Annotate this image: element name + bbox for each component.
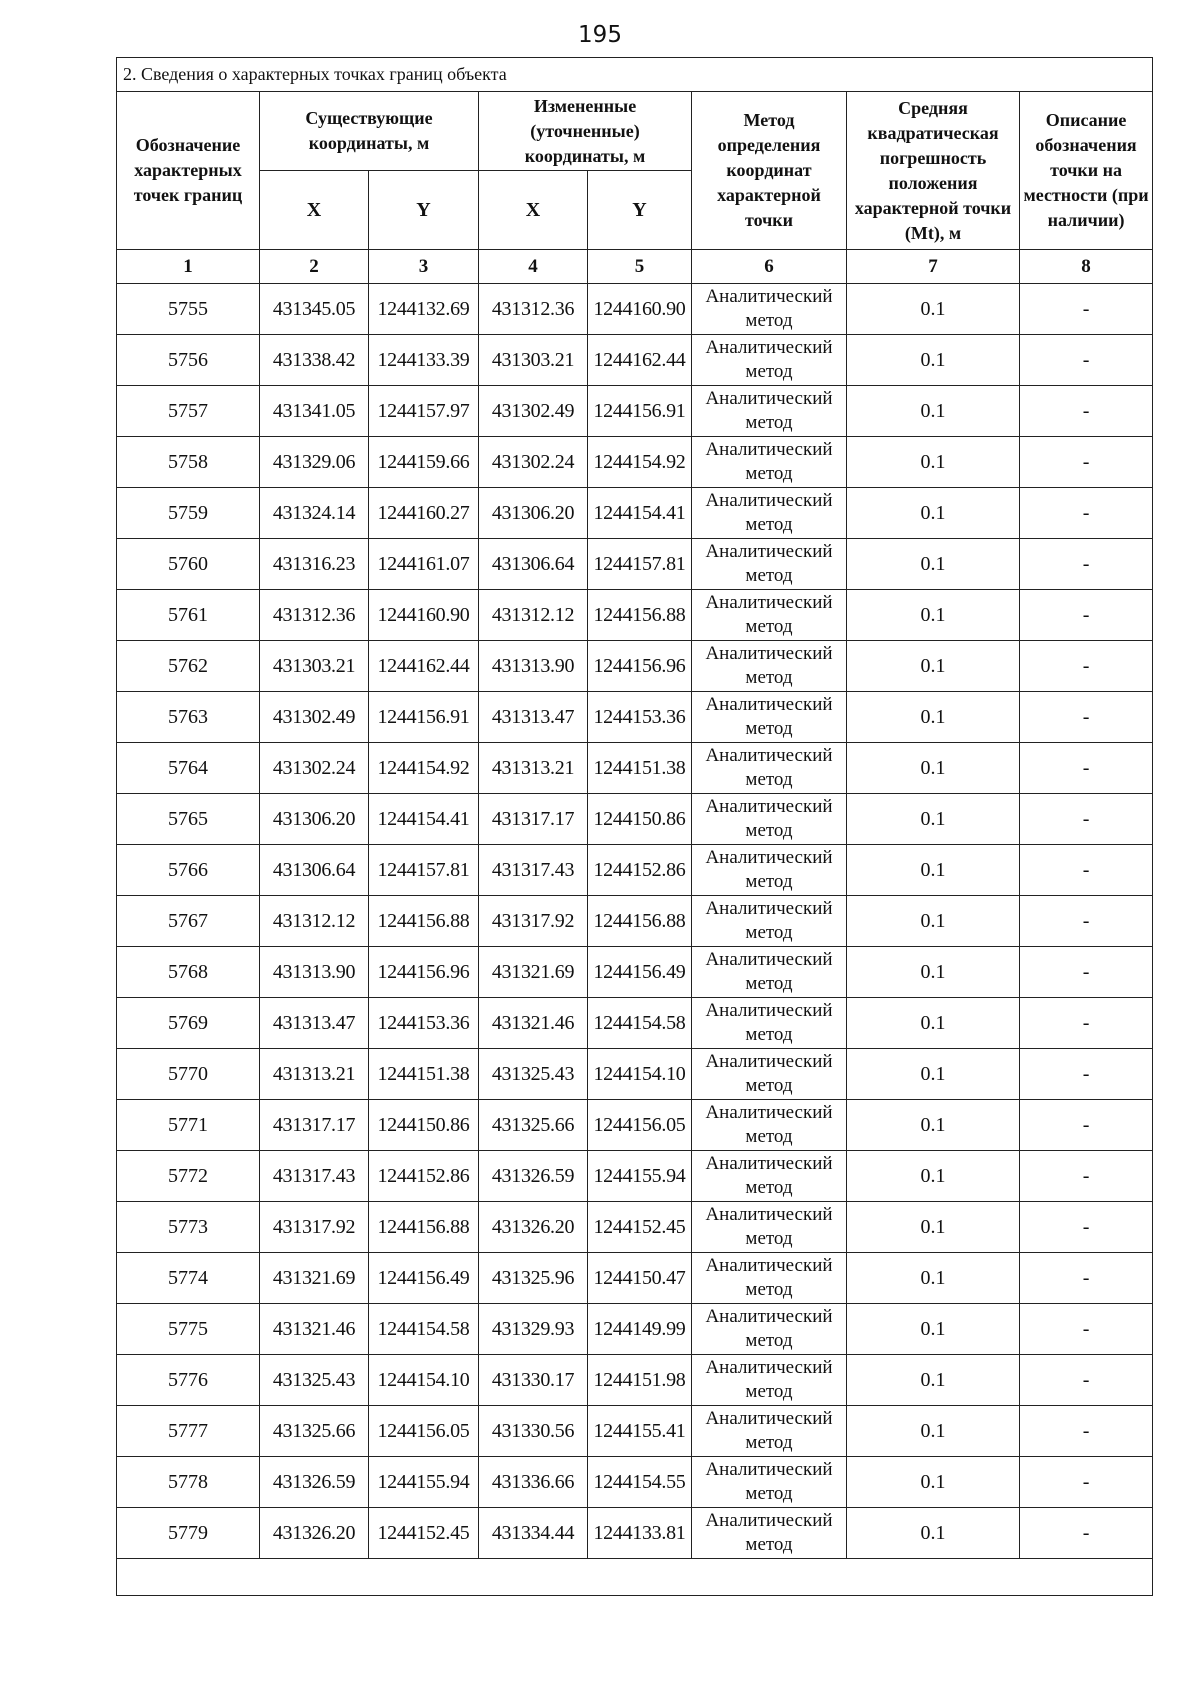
method-cell: Аналитический метод xyxy=(692,743,847,794)
error-cell: 0.1 xyxy=(847,590,1020,641)
changed-y-cell: 1244154.41 xyxy=(588,488,692,539)
existing-x-cell: 431302.24 xyxy=(260,743,369,794)
changed-x-cell: 431325.43 xyxy=(479,1049,588,1100)
method-cell: Аналитический метод xyxy=(692,1151,847,1202)
method-cell: Аналитический метод xyxy=(692,896,847,947)
error-cell: 0.1 xyxy=(847,1202,1020,1253)
point-cell: 5763 xyxy=(117,692,260,743)
point-cell: 5765 xyxy=(117,794,260,845)
description-cell: - xyxy=(1020,1304,1153,1355)
changed-x-cell: 431325.66 xyxy=(479,1100,588,1151)
point-cell: 5770 xyxy=(117,1049,260,1100)
changed-x-cell: 431306.20 xyxy=(479,488,588,539)
method-cell: Аналитический метод xyxy=(692,335,847,386)
table-row xyxy=(117,488,1153,539)
existing-y-cell: 1244156.49 xyxy=(369,1253,479,1304)
description-cell: - xyxy=(1020,794,1153,845)
changed-y-cell: 1244153.36 xyxy=(588,692,692,743)
changed-x-cell: 431330.56 xyxy=(479,1406,588,1457)
changed-y-cell: 1244152.86 xyxy=(588,845,692,896)
description-cell: - xyxy=(1020,845,1153,896)
method-cell: Аналитический метод xyxy=(692,1457,847,1508)
existing-x-cell: 431345.05 xyxy=(260,284,369,335)
existing-x-cell: 431312.12 xyxy=(260,896,369,947)
existing-y-cell: 1244160.90 xyxy=(369,590,479,641)
header-existing-x: X xyxy=(260,171,369,250)
method-cell: Аналитический метод xyxy=(692,488,847,539)
table-row xyxy=(117,437,1153,488)
changed-x-cell: 431303.21 xyxy=(479,335,588,386)
table-row xyxy=(117,590,1153,641)
description-cell: - xyxy=(1020,998,1153,1049)
changed-y-cell: 1244155.94 xyxy=(588,1151,692,1202)
point-cell: 5778 xyxy=(117,1457,260,1508)
error-cell: 0.1 xyxy=(847,794,1020,845)
column-number: 7 xyxy=(847,250,1020,284)
existing-y-cell: 1244156.05 xyxy=(369,1406,479,1457)
changed-x-cell: 431336.66 xyxy=(479,1457,588,1508)
point-cell: 5759 xyxy=(117,488,260,539)
method-cell: Аналитический метод xyxy=(692,1304,847,1355)
table-row xyxy=(117,1508,1153,1559)
method-cell: Аналитический метод xyxy=(692,1202,847,1253)
existing-y-cell: 1244156.96 xyxy=(369,947,479,998)
error-cell: 0.1 xyxy=(847,335,1020,386)
header-existing-y: Y xyxy=(369,171,479,250)
column-number: 1 xyxy=(117,250,260,284)
error-cell: 0.1 xyxy=(847,998,1020,1049)
error-cell: 0.1 xyxy=(847,386,1020,437)
description-cell: - xyxy=(1020,1253,1153,1304)
point-cell: 5764 xyxy=(117,743,260,794)
error-cell: 0.1 xyxy=(847,1049,1020,1100)
method-cell: Аналитический метод xyxy=(692,539,847,590)
description-cell: - xyxy=(1020,1508,1153,1559)
changed-x-cell: 431313.47 xyxy=(479,692,588,743)
changed-y-cell: 1244154.58 xyxy=(588,998,692,1049)
point-cell: 5768 xyxy=(117,947,260,998)
description-cell: - xyxy=(1020,539,1153,590)
existing-y-cell: 1244162.44 xyxy=(369,641,479,692)
existing-x-cell: 431341.05 xyxy=(260,386,369,437)
header-description: Описание обозначения точки на местности (при наличии) xyxy=(1020,92,1153,250)
column-number: 8 xyxy=(1020,250,1153,284)
table-row xyxy=(117,896,1153,947)
changed-y-cell: 1244156.88 xyxy=(588,896,692,947)
description-cell: - xyxy=(1020,1457,1153,1508)
column-number: 4 xyxy=(479,250,588,284)
existing-y-cell: 1244153.36 xyxy=(369,998,479,1049)
point-cell: 5760 xyxy=(117,539,260,590)
table-row xyxy=(117,845,1153,896)
point-cell: 5766 xyxy=(117,845,260,896)
changed-y-cell: 1244162.44 xyxy=(588,335,692,386)
changed-x-cell: 431321.69 xyxy=(479,947,588,998)
header-changed-y: Y xyxy=(588,171,692,250)
existing-x-cell: 431313.47 xyxy=(260,998,369,1049)
error-cell: 0.1 xyxy=(847,437,1020,488)
column-number: 2 xyxy=(260,250,369,284)
method-cell: Аналитический метод xyxy=(692,284,847,335)
point-cell: 5776 xyxy=(117,1355,260,1406)
point-cell: 5769 xyxy=(117,998,260,1049)
description-cell: - xyxy=(1020,386,1153,437)
existing-y-cell: 1244157.81 xyxy=(369,845,479,896)
changed-x-cell: 431321.46 xyxy=(479,998,588,1049)
existing-x-cell: 431316.23 xyxy=(260,539,369,590)
point-cell: 5772 xyxy=(117,1151,260,1202)
description-cell: - xyxy=(1020,335,1153,386)
error-cell: 0.1 xyxy=(847,896,1020,947)
description-cell: - xyxy=(1020,1202,1153,1253)
method-cell: Аналитический метод xyxy=(692,386,847,437)
existing-y-cell: 1244161.07 xyxy=(369,539,479,590)
point-cell: 5761 xyxy=(117,590,260,641)
existing-x-cell: 431321.69 xyxy=(260,1253,369,1304)
error-cell: 0.1 xyxy=(847,743,1020,794)
existing-x-cell: 431338.42 xyxy=(260,335,369,386)
existing-y-cell: 1244152.45 xyxy=(369,1508,479,1559)
existing-y-cell: 1244160.27 xyxy=(369,488,479,539)
method-cell: Аналитический метод xyxy=(692,1355,847,1406)
changed-y-cell: 1244154.55 xyxy=(588,1457,692,1508)
method-cell: Аналитический метод xyxy=(692,1049,847,1100)
changed-x-cell: 431334.44 xyxy=(479,1508,588,1559)
changed-x-cell: 431302.49 xyxy=(479,386,588,437)
changed-y-cell: 1244152.45 xyxy=(588,1202,692,1253)
existing-x-cell: 431303.21 xyxy=(260,641,369,692)
description-cell: - xyxy=(1020,1355,1153,1406)
changed-y-cell: 1244154.92 xyxy=(588,437,692,488)
description-cell: - xyxy=(1020,1406,1153,1457)
method-cell: Аналитический метод xyxy=(692,692,847,743)
point-cell: 5773 xyxy=(117,1202,260,1253)
error-cell: 0.1 xyxy=(847,641,1020,692)
method-cell: Аналитический метод xyxy=(692,1508,847,1559)
existing-x-cell: 431313.21 xyxy=(260,1049,369,1100)
table-header xyxy=(117,58,1153,284)
header-existing-coords: Существующие координаты, м xyxy=(260,92,479,171)
changed-y-cell: 1244151.98 xyxy=(588,1355,692,1406)
existing-x-cell: 431321.46 xyxy=(260,1304,369,1355)
table-row xyxy=(117,1406,1153,1457)
table-row xyxy=(117,641,1153,692)
column-number: 6 xyxy=(692,250,847,284)
method-cell: Аналитический метод xyxy=(692,641,847,692)
method-cell: Аналитический метод xyxy=(692,845,847,896)
header-changed-coords: Измененные (уточненные) координаты, м xyxy=(479,92,692,171)
existing-y-cell: 1244154.41 xyxy=(369,794,479,845)
table-row xyxy=(117,1202,1153,1253)
method-cell: Аналитический метод xyxy=(692,998,847,1049)
existing-x-cell: 431324.14 xyxy=(260,488,369,539)
description-cell: - xyxy=(1020,284,1153,335)
method-cell: Аналитический метод xyxy=(692,947,847,998)
error-cell: 0.1 xyxy=(847,1253,1020,1304)
description-cell: - xyxy=(1020,590,1153,641)
existing-y-cell: 1244152.86 xyxy=(369,1151,479,1202)
error-cell: 0.1 xyxy=(847,1406,1020,1457)
changed-y-cell: 1244155.41 xyxy=(588,1406,692,1457)
error-cell: 0.1 xyxy=(847,1151,1020,1202)
changed-y-cell: 1244156.91 xyxy=(588,386,692,437)
changed-x-cell: 431313.90 xyxy=(479,641,588,692)
existing-y-cell: 1244154.92 xyxy=(369,743,479,794)
existing-x-cell: 431312.36 xyxy=(260,590,369,641)
changed-y-cell: 1244133.81 xyxy=(588,1508,692,1559)
error-cell: 0.1 xyxy=(847,284,1020,335)
changed-x-cell: 431302.24 xyxy=(479,437,588,488)
existing-y-cell: 1244156.91 xyxy=(369,692,479,743)
description-cell: - xyxy=(1020,1049,1153,1100)
table-row xyxy=(117,794,1153,845)
table-row xyxy=(117,284,1153,335)
changed-y-cell: 1244160.90 xyxy=(588,284,692,335)
error-cell: 0.1 xyxy=(847,539,1020,590)
changed-y-cell: 1244157.81 xyxy=(588,539,692,590)
changed-x-cell: 431325.96 xyxy=(479,1253,588,1304)
existing-x-cell: 431317.92 xyxy=(260,1202,369,1253)
existing-x-cell: 431302.49 xyxy=(260,692,369,743)
error-cell: 0.1 xyxy=(847,488,1020,539)
table-row xyxy=(117,1304,1153,1355)
changed-y-cell: 1244151.38 xyxy=(588,743,692,794)
existing-x-cell: 431325.43 xyxy=(260,1355,369,1406)
table-row xyxy=(117,1151,1153,1202)
changed-x-cell: 431317.43 xyxy=(479,845,588,896)
existing-y-cell: 1244156.88 xyxy=(369,1202,479,1253)
description-cell: - xyxy=(1020,947,1153,998)
error-cell: 0.1 xyxy=(847,1304,1020,1355)
error-cell: 0.1 xyxy=(847,1508,1020,1559)
header-point: Обозначение характерных точек границ xyxy=(117,92,260,250)
error-cell: 0.1 xyxy=(847,845,1020,896)
existing-y-cell: 1244132.69 xyxy=(369,284,479,335)
changed-x-cell: 431313.21 xyxy=(479,743,588,794)
point-cell: 5758 xyxy=(117,437,260,488)
header-changed-x: X xyxy=(479,171,588,250)
error-cell: 0.1 xyxy=(847,1355,1020,1406)
existing-x-cell: 431306.64 xyxy=(260,845,369,896)
error-cell: 0.1 xyxy=(847,1100,1020,1151)
table-row xyxy=(117,998,1153,1049)
method-cell: Аналитический метод xyxy=(692,1100,847,1151)
table-row xyxy=(117,743,1153,794)
changed-x-cell: 431317.92 xyxy=(479,896,588,947)
existing-y-cell: 1244154.10 xyxy=(369,1355,479,1406)
table-row xyxy=(117,1355,1153,1406)
changed-x-cell: 431326.59 xyxy=(479,1151,588,1202)
existing-y-cell: 1244154.58 xyxy=(369,1304,479,1355)
boundary-points-table xyxy=(116,57,1153,1596)
description-cell: - xyxy=(1020,743,1153,794)
table-row xyxy=(117,1049,1153,1100)
description-cell: - xyxy=(1020,641,1153,692)
changed-y-cell: 1244156.49 xyxy=(588,947,692,998)
point-cell: 5762 xyxy=(117,641,260,692)
existing-y-cell: 1244151.38 xyxy=(369,1049,479,1100)
method-cell: Аналитический метод xyxy=(692,590,847,641)
table-row xyxy=(117,1253,1153,1304)
error-cell: 0.1 xyxy=(847,692,1020,743)
table-row xyxy=(117,335,1153,386)
existing-x-cell: 431306.20 xyxy=(260,794,369,845)
description-cell: - xyxy=(1020,1151,1153,1202)
description-cell: - xyxy=(1020,437,1153,488)
column-number: 3 xyxy=(369,250,479,284)
changed-x-cell: 431312.36 xyxy=(479,284,588,335)
point-cell: 5771 xyxy=(117,1100,260,1151)
existing-x-cell: 431326.59 xyxy=(260,1457,369,1508)
existing-y-cell: 1244155.94 xyxy=(369,1457,479,1508)
existing-y-cell: 1244150.86 xyxy=(369,1100,479,1151)
changed-x-cell: 431312.12 xyxy=(479,590,588,641)
point-cell: 5755 xyxy=(117,284,260,335)
changed-x-cell: 431317.17 xyxy=(479,794,588,845)
column-number: 5 xyxy=(588,250,692,284)
empty-footer-cell xyxy=(117,1559,1153,1596)
section-title: 2. Сведения о характерных точках границ объекта xyxy=(117,58,1153,92)
method-cell: Аналитический метод xyxy=(692,1253,847,1304)
changed-x-cell: 431306.64 xyxy=(479,539,588,590)
point-cell: 5775 xyxy=(117,1304,260,1355)
changed-y-cell: 1244154.10 xyxy=(588,1049,692,1100)
existing-y-cell: 1244157.97 xyxy=(369,386,479,437)
changed-y-cell: 1244156.96 xyxy=(588,641,692,692)
existing-x-cell: 431313.90 xyxy=(260,947,369,998)
point-cell: 5756 xyxy=(117,335,260,386)
error-cell: 0.1 xyxy=(847,947,1020,998)
existing-y-cell: 1244156.88 xyxy=(369,896,479,947)
table-row xyxy=(117,692,1153,743)
table-row xyxy=(117,386,1153,437)
existing-y-cell: 1244159.66 xyxy=(369,437,479,488)
point-cell: 5767 xyxy=(117,896,260,947)
method-cell: Аналитический метод xyxy=(692,794,847,845)
changed-y-cell: 1244156.88 xyxy=(588,590,692,641)
table-row xyxy=(117,1100,1153,1151)
description-cell: - xyxy=(1020,692,1153,743)
changed-x-cell: 431329.93 xyxy=(479,1304,588,1355)
existing-x-cell: 431317.43 xyxy=(260,1151,369,1202)
method-cell: Аналитический метод xyxy=(692,1406,847,1457)
point-cell: 5777 xyxy=(117,1406,260,1457)
table-row xyxy=(117,947,1153,998)
table-body xyxy=(117,284,1153,1559)
table-row xyxy=(117,539,1153,590)
header-method: Метод определения координат характерной точки xyxy=(692,92,847,250)
existing-x-cell: 431317.17 xyxy=(260,1100,369,1151)
page-number: 195 xyxy=(578,22,622,48)
changed-y-cell: 1244150.86 xyxy=(588,794,692,845)
changed-x-cell: 431326.20 xyxy=(479,1202,588,1253)
changed-y-cell: 1244156.05 xyxy=(588,1100,692,1151)
header-error: Средняя квадратическая погрешность положения характерной точки (Mt), м xyxy=(847,92,1020,250)
description-cell: - xyxy=(1020,1100,1153,1151)
changed-y-cell: 1244150.47 xyxy=(588,1253,692,1304)
existing-y-cell: 1244133.39 xyxy=(369,335,479,386)
changed-y-cell: 1244149.99 xyxy=(588,1304,692,1355)
existing-x-cell: 431329.06 xyxy=(260,437,369,488)
point-cell: 5779 xyxy=(117,1508,260,1559)
point-cell: 5757 xyxy=(117,386,260,437)
description-cell: - xyxy=(1020,896,1153,947)
changed-x-cell: 431330.17 xyxy=(479,1355,588,1406)
existing-x-cell: 431325.66 xyxy=(260,1406,369,1457)
point-cell: 5774 xyxy=(117,1253,260,1304)
error-cell: 0.1 xyxy=(847,1457,1020,1508)
table-row xyxy=(117,1457,1153,1508)
method-cell: Аналитический метод xyxy=(692,437,847,488)
table-footer-row xyxy=(117,1559,1153,1596)
existing-x-cell: 431326.20 xyxy=(260,1508,369,1559)
description-cell: - xyxy=(1020,488,1153,539)
